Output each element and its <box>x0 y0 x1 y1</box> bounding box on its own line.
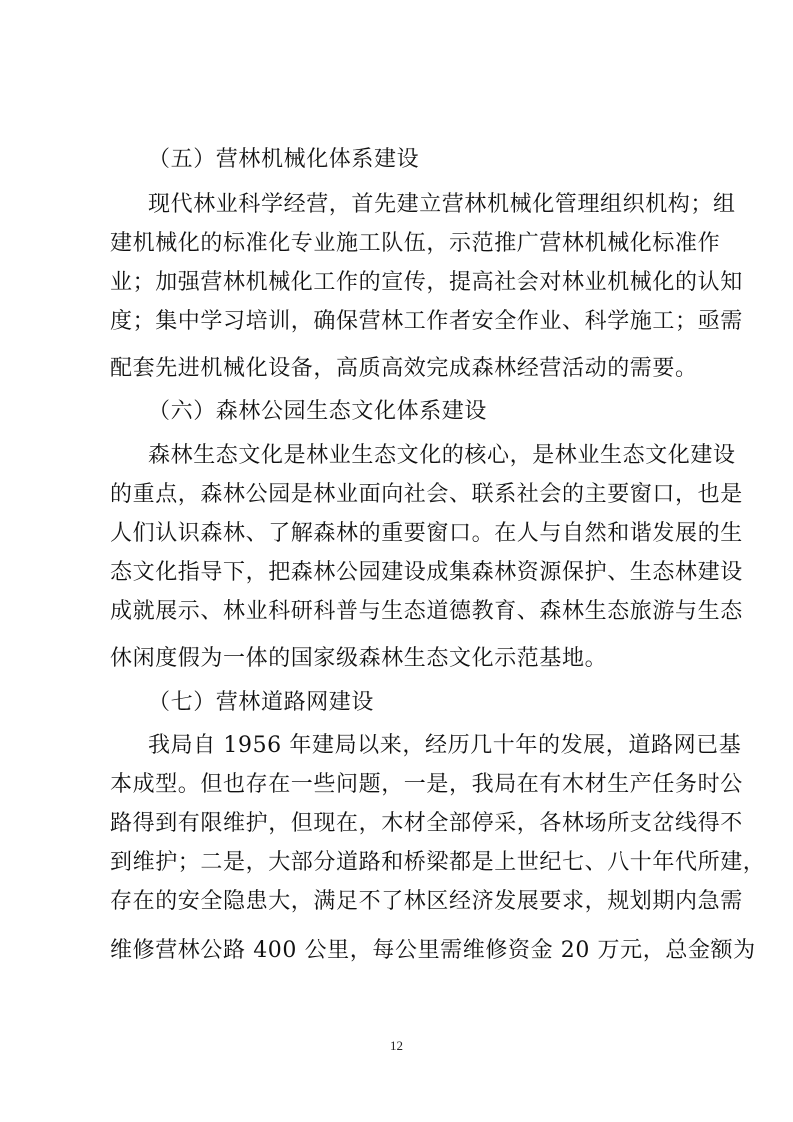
page-number: 12 <box>390 1038 403 1053</box>
paragraph-line: 业；加强营林机械化工作的宣传，提高社会对林业机械化的认知 <box>110 270 743 295</box>
paragraph-line: 配套先进机械化设备，高质高效完成森林经营活动的需要。 <box>110 356 698 381</box>
paragraph-line: 成就展示、林业科研科普与生态道德教育、森林生态旅游与生态 <box>110 599 743 624</box>
paragraph-line: 建机械化的标准化专业施工队伍，示范推广营林机械化标准作 <box>110 231 721 256</box>
section-heading-5: （五）营林机械化体系建设 <box>148 147 420 172</box>
paragraph-line: 路得到有限维护，但现在，木材全部停采，各林场所支岔线得不 <box>110 811 743 836</box>
paragraph-line: 我局自 1956 年建局以来，经历几十年的发展，道路网已基 <box>148 733 742 758</box>
paragraph-line: 休闲度假为一体的国家级森林生态文化示范基地。 <box>110 646 608 671</box>
paragraph-line: 现代林业科学经营，首先建立营林机械化管理组织机构；组 <box>148 192 736 217</box>
paragraph-line: 存在的安全隐患大，满足不了林区经济发展要求，规划期内急需 <box>110 889 743 914</box>
section-heading-7: （七）营林道路网建设 <box>148 690 375 715</box>
paragraph-line: 到维护；二是，大部分道路和桥梁都是上世纪七、八十年代所建， <box>110 850 766 875</box>
paragraph-line: 本成型。但也存在一些问题，一是，我局在有木材生产任务时公 <box>110 772 743 797</box>
paragraph-line: 态文化指导下，把森林公园建设成集森林资源保护、生态林建设 <box>110 560 743 585</box>
paragraph-line: 维修营林公路 400 公里，每公里需维修资金 20 万元，总金额为 <box>110 938 756 963</box>
paragraph-line: 的重点，森林公园是林业面向社会、联系社会的主要窗口，也是 <box>110 482 743 507</box>
paragraph-line: 人们认识森林、了解森林的重要窗口。在人与自然和谐发展的生 <box>110 521 743 546</box>
paragraph-line: 森林生态文化是林业生态文化的核心，是林业生态文化建设 <box>148 443 736 468</box>
section-heading-6: （六）森林公园生态文化体系建设 <box>148 399 488 424</box>
paragraph-line: 度；集中学习培训，确保营林工作者安全作业、科学施工；亟需 <box>110 309 743 334</box>
